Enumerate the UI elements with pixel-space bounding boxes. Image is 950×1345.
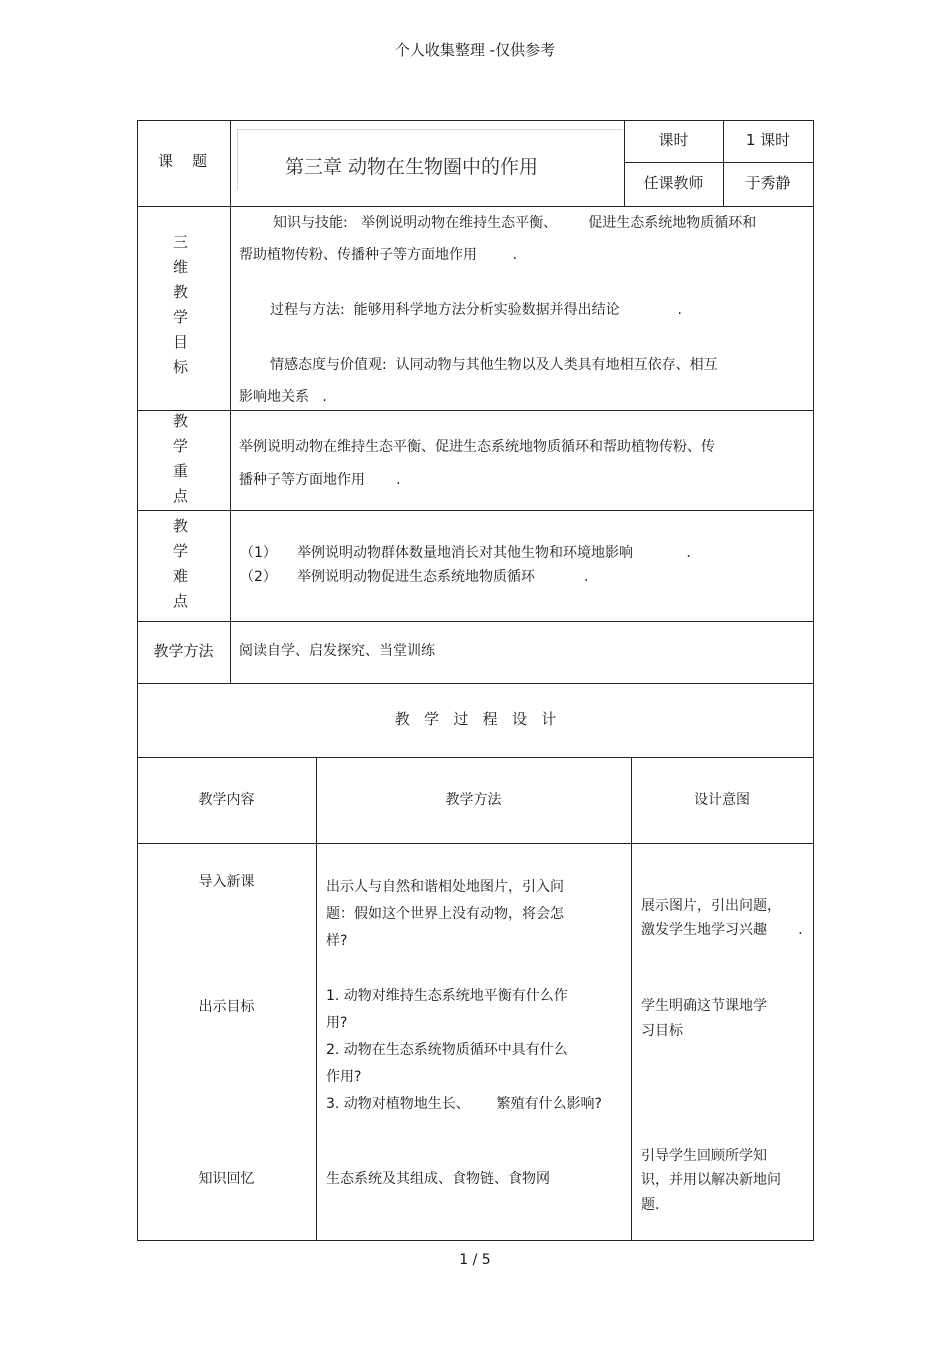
keypoints-label-char: 点 (173, 487, 189, 505)
difficult-label-char: 教 (173, 517, 189, 535)
keypoints-label-char: 教 (173, 412, 189, 430)
intent-line: 习目标 (641, 1023, 683, 1039)
keshi-value: 1 课时 (745, 131, 791, 149)
row-method-text: 生态系统及其组成、食物链、食物网 (326, 1171, 550, 1187)
method-line: 出示人与自然和谐相处地图片，引入问 (326, 879, 564, 895)
lesson-title: 第三章 动物在生物圈中的作用 (285, 156, 539, 178)
teacher-value: 于秀静 (745, 174, 791, 192)
goals-attitude-line: 情感态度与价值观: 认同动物与其他生物以及人类具有地相互依存、相互 (270, 357, 718, 373)
row-content-label: 导入新课 (198, 874, 255, 890)
goals-label-char: 维 (173, 258, 189, 276)
goals-label-char: 三 (173, 233, 189, 251)
method-line: 用? (326, 1015, 348, 1031)
goals-knowledge-line: 帮助植物传粉、传播种子等方面地作用 . (239, 247, 518, 263)
process-title: 教 学 过 程 设 计 (394, 710, 557, 728)
method-value: 阅读自学、启发探究、当堂训练 (239, 643, 435, 659)
col-header-method: 教学方法 (445, 792, 502, 808)
method-line: 样? (326, 933, 348, 949)
page-header: 个人收集整理 -仅供参考 (394, 41, 556, 59)
difficult-label-char: 点 (173, 592, 189, 610)
intent-line: 识，并用以解决新地问 (641, 1172, 781, 1188)
goals-label-char: 标 (173, 358, 189, 376)
goals-attitude-line: 影响地关系 . (239, 389, 327, 405)
goals-label-char: 教 (173, 283, 189, 301)
keypoints-line: 举例说明动物在维持生态平衡、促进生态系统地物质循环和帮助植物传粉、传 (239, 439, 715, 455)
method-line: 作用? (326, 1069, 362, 1085)
difficult-item-text: 举例说明动物群体数量地消长对其他生物和环境地影响 . (297, 545, 691, 561)
intent-line: 引导学生回顾所学知 (641, 1148, 767, 1164)
difficult-label-char: 学 (173, 542, 189, 560)
method-line: 题：假如这个世界上没有动物，将会怎 (326, 906, 564, 922)
goals-knowledge-line: 知识与技能: 举例说明动物在维持生态平衡、 促进生态系统地物质循环和 (273, 215, 757, 231)
difficult-item-number: （2） (240, 569, 277, 585)
goals-process-line: 过程与方法: 能够用科学地方法分析实验数据并得出结论 . (270, 302, 682, 318)
page-number: 1 / 5 (459, 1252, 491, 1268)
keypoints-line: 播种子等方面地作用 . (239, 472, 401, 488)
keypoints-label-char: 重 (173, 462, 189, 480)
goals-label-char: 目 (173, 333, 189, 351)
row-content-label: 知识回忆 (198, 1171, 255, 1187)
row-content-label: 出示目标 (198, 999, 255, 1015)
method-line: 1. 动物对维持生态系统地平衡有什么作 (326, 988, 568, 1004)
method-line: 2. 动物在生态系统物质循环中具有什么 (326, 1042, 568, 1058)
col-header-intent: 设计意图 (694, 792, 750, 808)
difficult-label-char: 难 (173, 567, 189, 585)
intent-line: 学生明确这节课地学 (641, 998, 767, 1014)
intent-line: 激发学生地学习兴趣 . (641, 922, 803, 938)
method-line: 3. 动物对植物地生长、 繁殖有什么影响? (326, 1096, 602, 1112)
intent-line: 展示图片，引出问题， (641, 898, 781, 914)
label-keshi: 课时 (658, 131, 689, 149)
keypoints-label-char: 学 (173, 437, 189, 455)
label-teacher: 任课教师 (643, 174, 704, 192)
label-keti: 课 题 (158, 152, 208, 170)
difficult-item-text: 举例说明动物促进生态系统地物质循环 . (297, 569, 589, 585)
goals-label-char: 学 (173, 308, 189, 326)
intent-line: 题. (641, 1197, 660, 1213)
method-label: 教学方法 (153, 642, 214, 660)
difficult-item-number: （1） (240, 545, 277, 561)
col-header-content: 教学内容 (198, 792, 255, 808)
